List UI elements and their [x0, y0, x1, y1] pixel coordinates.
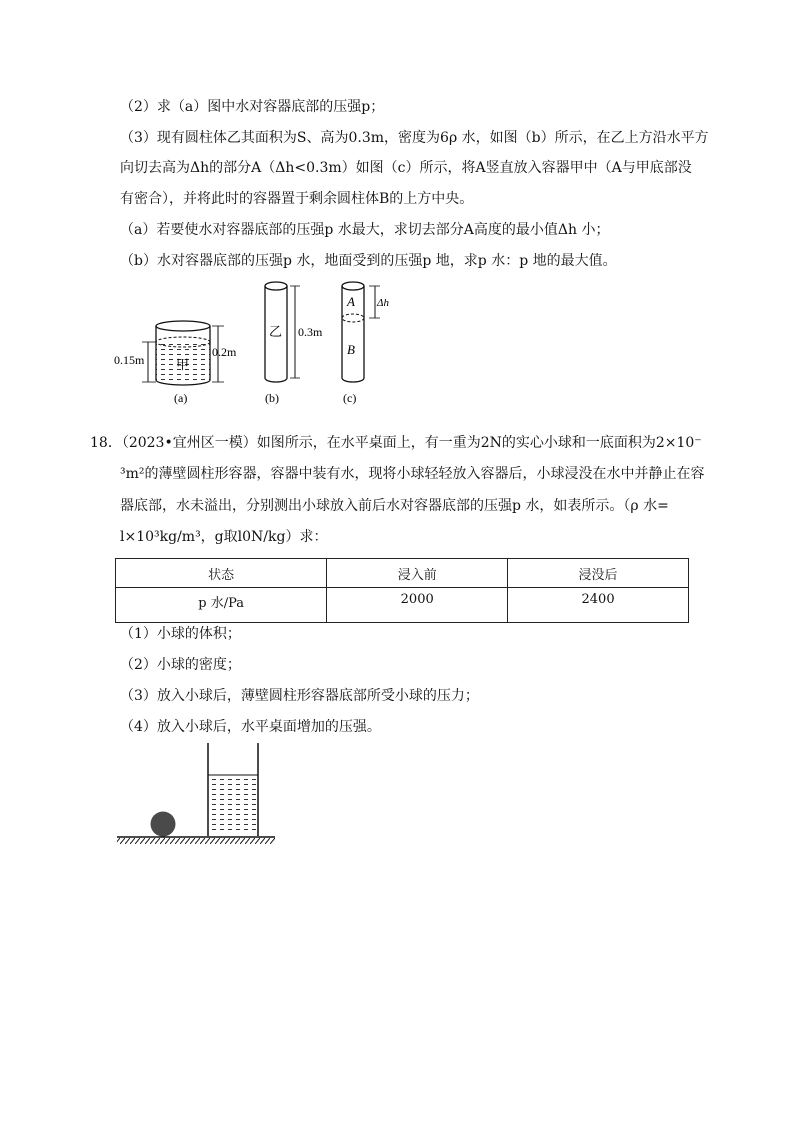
q17-part3-line3: 有密合），并将此时的容器置于剩余圆柱体B的上方中央。 [120, 191, 474, 207]
pressure-table [115, 558, 689, 623]
table-cell: p 水/Pa [116, 588, 327, 623]
table-header-cell: 浸没后 [508, 559, 689, 588]
caption-c: (c) [343, 391, 357, 405]
q18-sub2: （2）小球的密度； [120, 657, 241, 673]
q17-part3-line2: 向切去高为Δh的部分A（Δh<0.3m）如图（c）所示，将A竖直放入容器甲中（A与甲底部没 [120, 160, 692, 176]
table-header-row [116, 559, 689, 588]
caption-b: (b) [265, 391, 279, 405]
label-yi: 乙 [269, 324, 283, 339]
table-row [116, 588, 689, 623]
caption-a: (a) [174, 391, 188, 405]
q17-sub-b: （b）水对容器底部的压强p 水，地面受到的压强p 地，求p 水：p 地的最大值。 [120, 253, 617, 269]
table-header-cell: 浸入前 [327, 559, 508, 588]
table-cell: 2000 [327, 588, 508, 623]
q18-sub3: （3）放入小球后，薄壁圆柱形容器底部所受小球的压力； [120, 688, 479, 704]
q18-stem-line2: ³m²的薄壁圆柱形容器，容器中装有水，现将小球轻轻放入容器后，小球浸没在水中并静止在容 [120, 466, 705, 482]
q18-stem-line4: l×10³kg/m³，g取l0N/kg）求： [120, 529, 328, 545]
table-header-cell: 状态 [116, 559, 327, 588]
q17-sub-a: （a）若要使水对容器底部的压强p 水最大，求切去部分A高度的最小值Δh 小； [120, 222, 610, 238]
label-A: A [347, 294, 355, 309]
figure-b [258, 278, 328, 408]
q17-part2: （2）求（a）图中水对容器底部的压强p； [120, 99, 385, 115]
figure-c [335, 278, 405, 408]
label-B: B [347, 342, 355, 357]
q18-sub4: （4）放入小球后，水平桌面增加的压强。 [120, 719, 381, 735]
figure-a [112, 312, 252, 407]
label-02m: 0.2m [212, 345, 237, 359]
q17-part3-line1: （3）现有圆柱体乙其面积为S、高为0.3m，密度为6ρ 水，如图（b）所示，在乙上方沿水平方 [120, 130, 709, 146]
q18-stem-line3: 器底部，水未溢出，分别测出小球放入前后水对容器底部的压强p 水，如表所示。（ρ 水= [120, 498, 669, 514]
label-jia: 甲 [176, 357, 190, 372]
ball-container-figure [115, 742, 285, 852]
q18-stem-line1: 18．（2023•宜州区一模）如图所示，在水平桌面上，有一重为2N的实心小球和一底面积为2×10⁻ [90, 435, 702, 451]
table-cell: 2400 [508, 588, 689, 623]
label-03m: 0.3m [298, 325, 323, 339]
label-015m: 0.15m [114, 353, 145, 367]
label-dh: Δh [377, 297, 389, 309]
q18-sub1: （1）小球的体积； [120, 626, 241, 642]
